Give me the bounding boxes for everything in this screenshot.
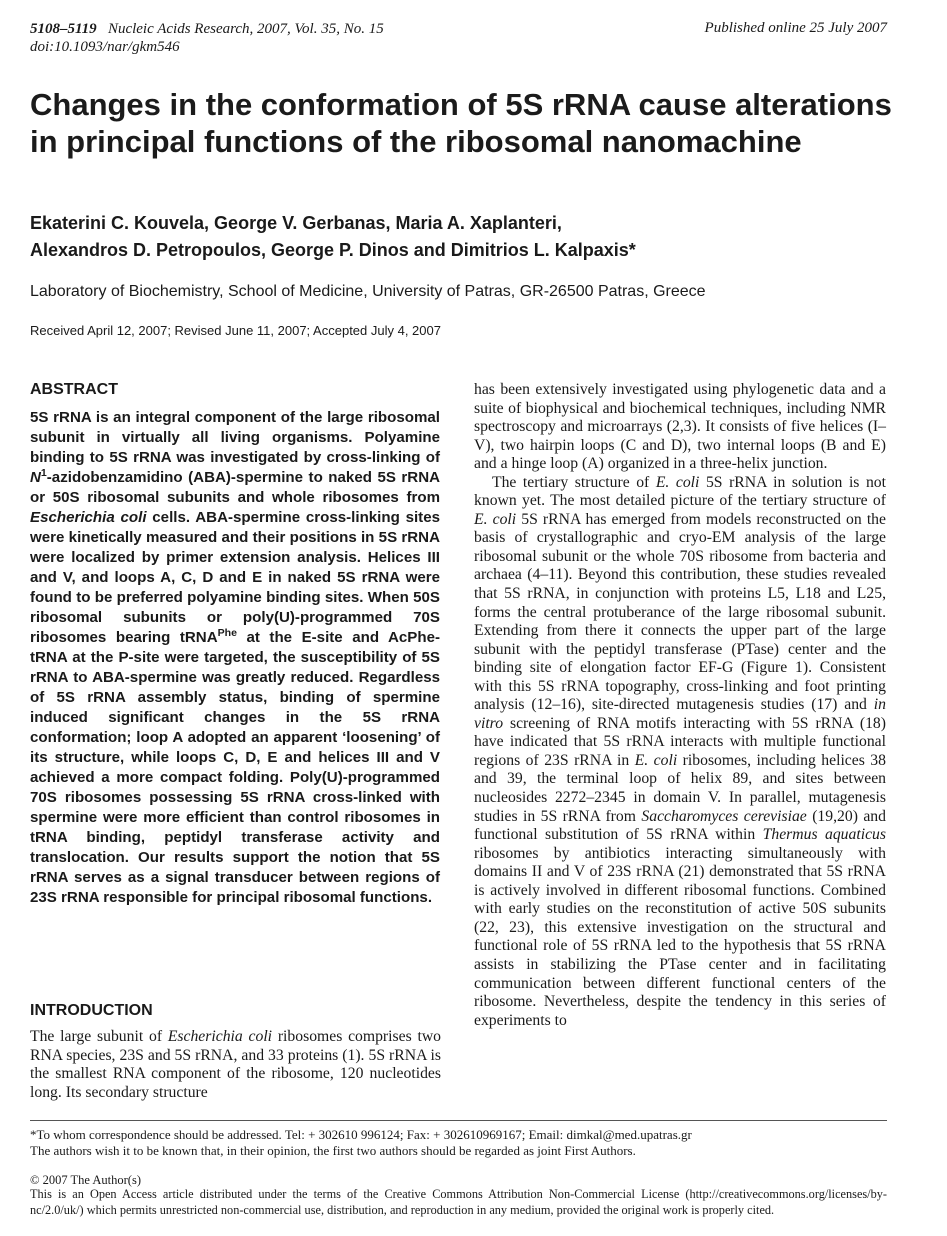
species-name: E. coli [655,473,700,491]
introduction-heading: INTRODUCTION [30,1002,153,1019]
abstract-part: cells. ABA-spermine cross-linking sites were kinetically measured and their positions in 5S rRNA were localized by primer extension analysis. Helices III and V, and loops A, C, D and E in naked 5S rRNA were found to be preferred polyamine binding sites. When 50S ribosomal subunits or poly(U)-programmed 70S ribosomes bearing tRNA [30,509,440,646]
text-run: screening of RNA motifs interacting with 5S rRNA (18) have indicated that 5S rRNA interacts with multiple functional regions of 23S rRNA in [474,714,886,769]
intro-part: The large subunit of [30,1028,168,1045]
species-name: E. coli [634,751,678,769]
species-name: Saccharomyces cerevisiae [641,807,807,825]
text-run: 5S rRNA has emerged from models reconstructed on the basis of crystallographic and cryo-EM analysis of the large ribosomal subunit or the whole 70S ribosome from bacteria and archaea (4–11). Beyond this contribution, these studies revealed that 5S rRNA, in conjunction with proteins L5, L18 and L25, forms the central protuberance of the large ribosomal subunit. Extending from there it connects the upper part of the large subunit with the peptidyl transferase (PTase) center and the binding site of elongation factor EF-G (Figure 1). Consistent with this 5S rRNA topography, cross-linking and foot printing analysis (12–16), site-directed mutagenesis studies (17) and [474,510,886,714]
author-list [30,210,910,264]
abstract-part: at the E-site and AcPhe-tRNA at the P-site were targeted, the susceptibility of 5S rRNA to ABA-spermine was greatly reduced. Regardless of 5S rRNA assembly status, binding of spermine induced significant changes in the 5S rRNA conformation; loop A adopted an apparent ‘loosening’ of its structure, while loops C, D, E and helices III and V achieved a more compact folding. Poly(U)-programmed 70S ribosomes possessing 5S rRNA cross-linked with spermine were more efficient than control ribosomes in tRNA binding, peptidyl transferase activity and translocation. Our results support the notion that 5S rRNA serves as a signal transducer between regions of 23S rRNA responsible for principal ribosomal functions. [30,629,440,906]
running-header [30,20,550,56]
footnote-divider [30,1120,887,1121]
paragraph [474,474,886,1030]
intro-species: Escherichia coli [167,1028,273,1045]
species-name: E. coli [474,510,517,528]
text-run: The tertiary structure of [492,473,656,491]
abstract-heading: ABSTRACT [30,381,118,398]
abstract-text [30,408,440,908]
text-run: ribosomes, including helices 38 and 39, the terminal loop of helix 89, and sites between nucleosides 2272–2345 in domain V. In parallel, mutagenesis studies in 5S rRNA from [474,751,886,825]
species-name: Thermus aquaticus [762,826,886,844]
introduction-text [30,1028,441,1102]
license-notice: This is an Open Access article distributed under the terms of the Creative Commons Attribution Non-Commercial License (http://creativecommons.org/licenses/by-nc/2.0/uk/) which permits unrestricted non-commercial use, distribution, and reproduction in any medium, provided the original work is properly cited. [30,1187,887,1217]
authors-line-1: Ekaterini C. Kouvela, George V. Gerbanas, Maria A. Xaplanteri, [30,213,562,233]
paragraph: has been extensively investigated using phylogenetic data and a suite of biophysical and biochemical techniques, including NMR spectroscopy and microarrays (2,3). It consists of five helices (I–V), two hairpin loops (C and D), two internal loops (B and E) and a hinge loop (A) organized in a three-helix junction. [474,381,886,473]
abstract-part: 5S rRNA is an integral component of the large ribosomal subunit in virtually all living organisms. Polyamine binding to 5S rRNA was investigated by cross-linking of [30,409,440,466]
article-title: Changes in the conformation of 5S rRNA cause alterations in principal functions of the ribosomal nanomachine [30,87,892,159]
journal-citation: Nucleic Acids Research, 2007, Vol. 35, No. 15 [107,21,384,37]
intro-part: ribosomes comprises two RNA species, 23S and 5S rRNA, and 33 proteins (1). 5S rRNA is the smallest RNA component of the ribosome, 120 nucleotides long. Its secondary structure [30,1028,441,1101]
abstract-species: Escherichia coli [30,509,147,526]
affiliation: Laboratory of Biochemistry, School of Medicine, University of Patras, GR-26500 Patras, Greece [30,283,706,300]
correspondence-footnote: *To whom correspondence should be addressed. Tel: + 302610 996124; Fax: + 302610969167; Email: dimkal@med.upatras.gr [30,1127,692,1142]
text-run: (19,20) and functional substitution of 5S rRNA within [474,807,886,844]
authors-line-2: Alexandros D. Petropoulos, George P. Dinos and Dimitrios L. Kalpaxis* [30,240,636,260]
copyright-notice: © 2007 The Author(s) [30,1173,141,1187]
abstract-superscript: Phe [217,626,237,639]
abstract-part: -azidobenzamidino (ABA)-spermine to naked 5S rRNA or 50S ribosomal subunits and whole ribosomes from [30,469,440,506]
abstract-superscript: 1 [40,466,47,479]
italic-term: in vitro [474,696,886,732]
doi: doi:10.1093/nar/gkm546 [30,39,180,55]
joint-authors-footnote: The authors wish it to be known that, in their opinion, the first two authors should be regarded as joint First Authors. [30,1143,636,1158]
abstract-italic-n: N [30,469,41,486]
text-run: ribosomes by antibiotics interacting simultaneously with domains II and V of 23S rRNA (21) demonstrated that 5S rRNA is actively involved in different ribosomal functions. Combined with early studies on the reconstitution of active 50S subunits (22, 23), this extensive investigation on the structural and functional role of 5S rRNA led to the hypothesis that 5S rRNA assists in stabilizing the PTase center and in facilitating communication between different functional centers of the ribosome. Nevertheless, despite the tendency in this series of experiments to [474,844,886,1029]
page-range: 5108–5119 [30,21,97,37]
published-date: Published online 25 July 2007 [704,20,887,36]
text-run: 5S rRNA in solution is not known yet. The most detailed picture of the tertiary structure of [474,473,886,510]
right-column-text [474,381,886,1030]
received-dates: Received April 12, 2007; Revised June 11, 2007; Accepted July 4, 2007 [30,323,441,338]
